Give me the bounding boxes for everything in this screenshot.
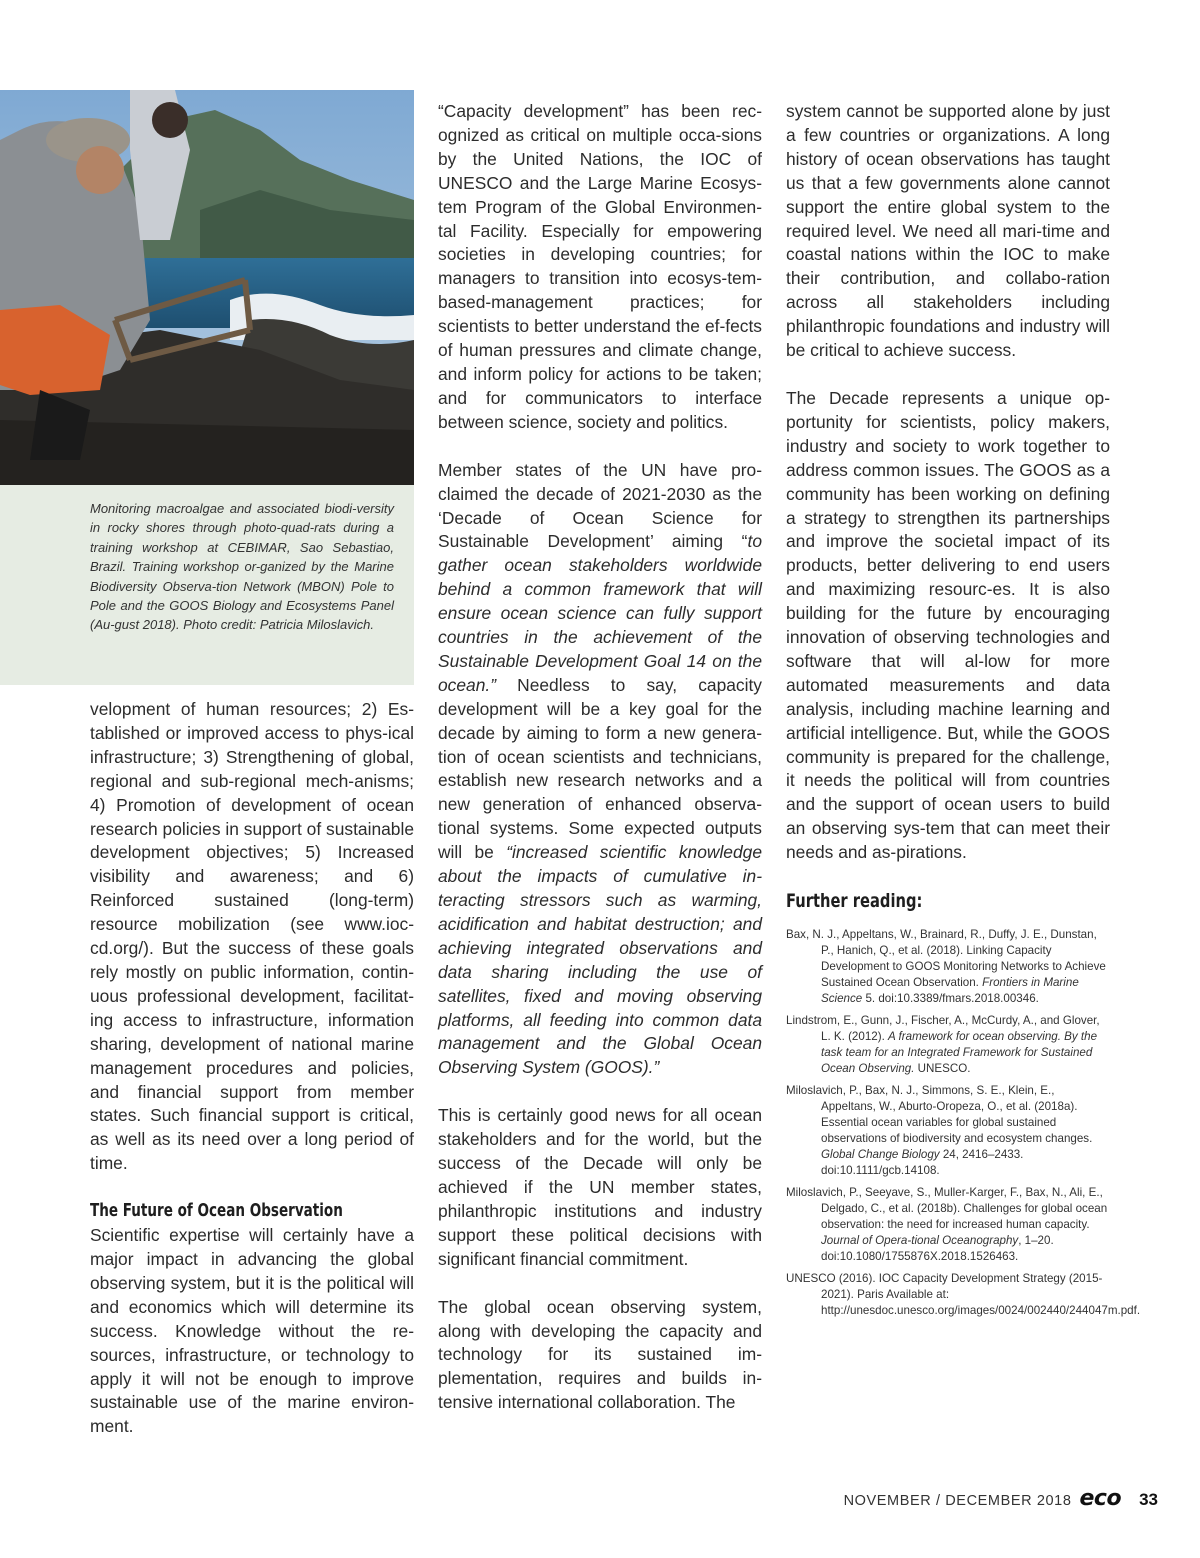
reference-text: Bax, N. J., Appeltans, W., Brainard, R., Duffy, J. E., Dunstan, P., Hanich, Q., et al. (2018). Linking Capacity Development to GOOS Monitoring Networks to Achieve Sustained Ocean Observation. — [786, 928, 1106, 990]
reference-item — [786, 1013, 1110, 1077]
reference-text: Lindstrom, E., Gunn, J., Fischer, A., McCurdy, A., and Glover, L. K. (2012). — [786, 1014, 1100, 1044]
page-number: 33 — [1139, 1490, 1158, 1509]
reference-text: Miloslavich, P., Bax, N. J., Simmons, S. E., Klein, E., Appeltans, W., Aburto-Oropeza, O., et al. (2018a). Essential ocean variables for global sustained observations of biodiversity and ecosystem changes. — [786, 1084, 1093, 1146]
col2-p2-quote-1: to gather ocean stakeholders worldwide behind a common framework that will ensure ocean science can fully support countries in the achievement of the Sustainable Development Goal 14 on the ocean.” — [438, 531, 762, 695]
reference-journal: Global Change Biology — [821, 1148, 940, 1162]
col1-paragraph-2: Scientific expertise will certainly have a major impact in advancing the global observing system, but it is the political will and economics which will determine its success. Knowledge without the re-sources, infrastructure, or technology to apply it will not be enough to improve sustainable use of the marine environ-ment. — [90, 1225, 414, 1437]
column-3 — [786, 100, 1141, 1325]
col2-paragraph-4: The global ocean observing system, along with developing the capacity and technology for its sustained im-plementation, requires and builds in-tensive international collaboration. The — [438, 1296, 762, 1413]
col2-p2-text-a: Member states of the UN have pro-claimed the decade of 2021-2030 as the ‘Decade of Ocean Science for Sustainable Development’ aiming “ — [438, 459, 762, 552]
reference-journal: Frontiers in Marine Science — [821, 976, 1079, 1006]
reference-text: , 1–20. doi:10.1080/1755876X.2018.1526463. — [821, 1234, 1054, 1264]
reference-journal: A framework for ocean observing. By the task team for an Integrated Framework for Sustained Ocean Observing. — [821, 1030, 1098, 1076]
reference-item — [786, 927, 1110, 1007]
further-reading-heading: Further reading: — [786, 890, 923, 913]
col2-paragraph-3: This is certainly good news for all ocean stakeholders and for the world, but the success of the Decade will only be achieved if the UN member states, philanthropic institutions and industry support these political decisions with significant financial commitment. — [438, 1105, 762, 1269]
reference-item — [786, 1271, 1141, 1319]
reference-item — [786, 1083, 1110, 1179]
reference-item — [786, 1185, 1110, 1265]
col3-paragraph-2: The Decade represents a unique op-portunity for scientists, policy makers, industry and society to work together to address common issues. The GOOS as a community has been working on defining a strategy to strengthen its partnerships and improve the societal impact of its products, better delivering to end users and maximizing resourc-es. It is also building for the future by encouraging innovation of observing technologies and software that will al-low for more automated measurements and data analysis, including machine learning and artificial intelligence. But, while the GOOS community is prepared for the challenge, it needs the political will from countries and the support of ocean users to build an observing sys-tem that can meet their needs and as-pirations. — [786, 387, 1110, 863]
col2-paragraph-2 — [438, 459, 762, 1081]
reference-text: UNESCO (2016). IOC Capacity Development Strategy (2015-2021). Paris Available at: http://unesdoc.unesco.org/images/0024/002440/244047m.pdf. — [786, 1272, 1141, 1318]
issue-date: NOVEMBER / DECEMBER 2018 — [843, 1493, 1072, 1509]
col3-paragraph-1: system cannot be supported alone by just a few countries or organizations. A long history of ocean observations has taught us that a few governments alone cannot support the entire global system to the required level. We need all mari-time and coastal nations within the IOC to make their contribution, and collabo-ration across all stakeholders including philanthropic foundations and industry will be critical to achieve success. — [786, 101, 1110, 361]
photo-caption-box — [0, 485, 414, 685]
reference-journal: Journal of Opera-tional Oceanography — [821, 1234, 1019, 1248]
col2-paragraph-1: “Capacity development” has been rec-ognized as critical on multiple occa-sions by the United Nations, the IOC of UNESCO and the Large Marine Ecosys-tem Program of the Global Environmen-tal Facility. Especially for empowering societies in developing countries; for managers to transition into ecosys-tem-based-management practices; for scientists to better understand the ef-fects of human pressures and climate change, and inform policy for actions to be taken; and for communicators to interface between science, society and politics. — [438, 101, 762, 432]
magazine-logo: eco — [1079, 1486, 1122, 1511]
photo-caption: Monitoring macroalgae and associated biodi-versity in rocky shores through photo-quad-rats during a training workshop at CEBIMAR, Sao Sebastiao, Brazil. Training workshop or-ganized by the Marine Biodiversity Observa-tion Network (MBON) Pole to Pole and the GOOS Biology and Ecosystems Panel (Au-gust 2018). Photo credit: Patricia Miloslavich. — [90, 501, 394, 633]
reference-text: 24, 2416–2433. doi:10.1111/gcb.14108. — [821, 1148, 1024, 1178]
page-footer — [844, 1486, 1158, 1510]
col2-p2-text-c: Needless to say, capacity development will be a key goal for the decade by aiming to form a new genera-tion of ocean scientists and technicians, establish new research networks and a new generation of enhanced observa-tional systems. Some expected outputs will be — [438, 674, 762, 863]
column-2 — [438, 100, 762, 1415]
reference-list — [786, 927, 1141, 1319]
col2-p2-quote-2: “increased scientific knowledge about the impacts of cumulative in-teracting stressors such as warming, acidification and habitat destruction; and achieving integrated observations and data sharing including the use of satellites, fixed and moving observing platforms, all feeding into common data management and the Global Ocean Observing System (GOOS).” — [438, 842, 762, 1078]
reference-text: UNESCO. — [914, 1062, 971, 1076]
col1-paragraph-1: velopment of human resources; 2) Es-tablished or improved access to phys-ical infrastructure; 3) Strengthening of global, regional and sub-regional mech-anisms; 4) Promotion of development of ocean research policies in support of sustainable development objectives; 5) Increased visibility and awareness; and 6) Reinforced sustained (long-term) resource mobilization (see www.ioc-cd.org/). But the success of these goals rely mostly on public information, contin-uous professional development, facilitat-ing access to infrastructure, information sharing, development of national marine management procedures and policies, and financial support from member states. Such financial support is critical, as well as its need over a long period of time. — [90, 699, 414, 1174]
reference-text: Miloslavich, P., Seeyave, S., Muller-Karger, F., Bax, N., Ali, E., Delgado, C., et al. (2018b). Challenges for global ocean observation: the need for increased human capacity. — [786, 1186, 1108, 1232]
photo-quadrat-monitoring-photo — [0, 90, 414, 485]
reference-text: 5. doi:10.3389/fmars.2018.00346. — [862, 992, 1039, 1006]
column-1 — [90, 698, 414, 1439]
section-heading-future: The Future of Ocean Observation — [90, 1201, 343, 1222]
